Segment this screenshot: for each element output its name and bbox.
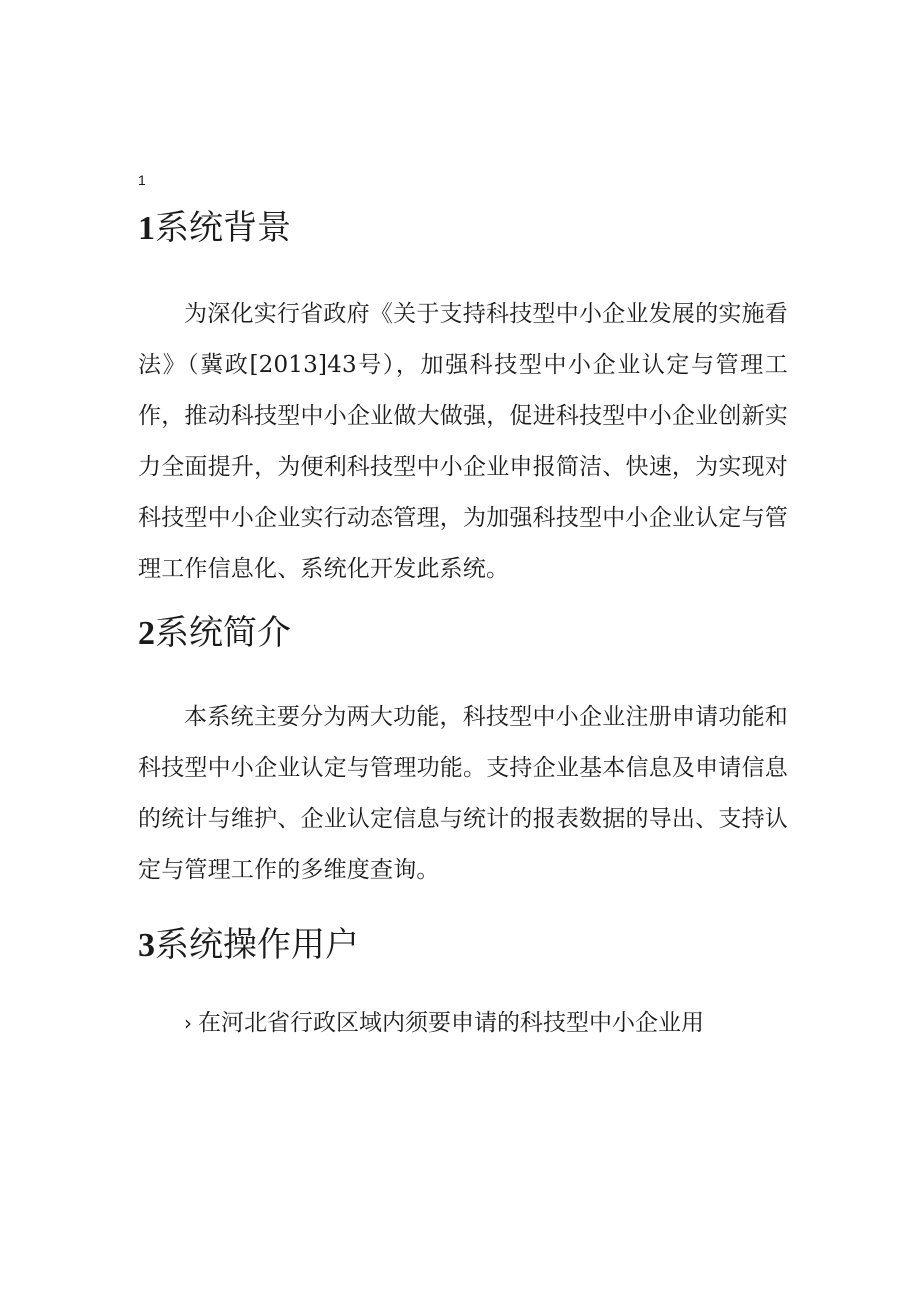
section-users [138, 925, 788, 1043]
section-number: 3 [138, 927, 155, 964]
section-title: 系统简介 [155, 613, 291, 653]
page-number: 1 [138, 172, 146, 188]
section-title: 系统操作用户 [155, 925, 359, 965]
section-number: 2 [138, 615, 155, 652]
section-paragraph: 为深化实行省政府《关于支持科技型中小企业发展的实施看法》（冀政[2013]43号），加强科技型中小企业认定与管理工作，推动科技型中小企业做大做强，促进科技型中小企业创新实力全面提升，为便利科技型中小企业申报简洁、快速，为实现对科技型中小企业实行动态管理，为加强科技型中小企业认定与管理工作信息化、系统化开发此系统。 [138, 301, 788, 582]
section-heading [138, 613, 788, 654]
section-introduction [138, 613, 788, 896]
section-background [138, 208, 788, 595]
list-item [138, 1003, 788, 1043]
section-paragraph: 本系统主要分为两大功能，科技型中小企业注册申请功能和科技型中小企业认定与管理功能。支持企业基本信息及申请信息的统计与维护、企业认定信息与统计的报表数据的导出、支持认定与管理工作的多维度查询。 [138, 704, 788, 883]
chevron-right-icon: › [184, 1011, 192, 1035]
section-title: 系统背景 [155, 208, 291, 248]
list-item-text: 在河北省行政区域内须要申请的科技型中小企业用 [198, 1010, 704, 1036]
section-heading [138, 208, 788, 249]
section-number: 1 [138, 210, 155, 247]
section-heading [138, 925, 788, 966]
